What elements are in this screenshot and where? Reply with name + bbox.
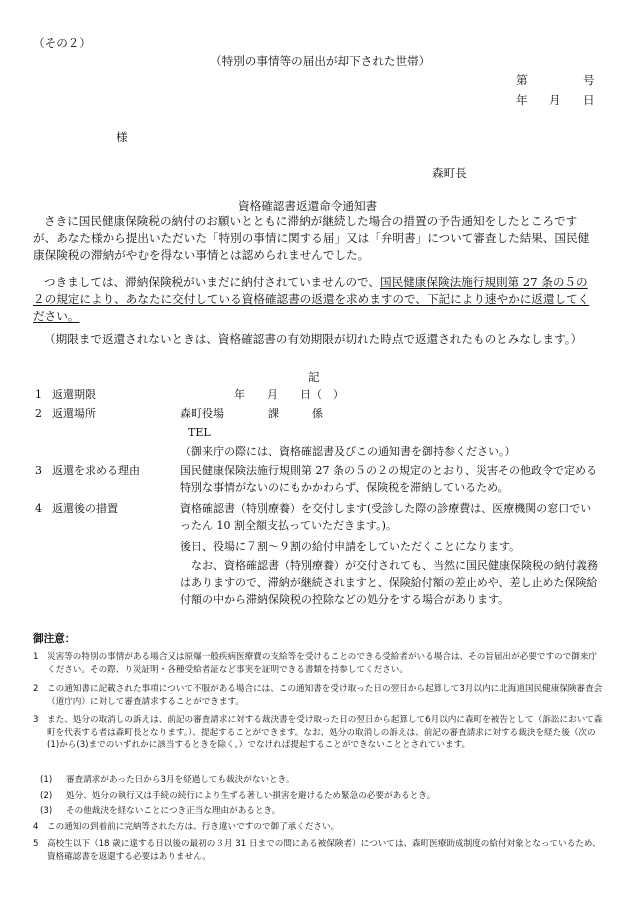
item-3-text: 国民健康保険法施行規則第 27 条の５の２の規定のとおり、災害その他政令で定める特別な事情がないのにもかかわらず、保険税を滞納しているため。 [180, 464, 597, 495]
form-subtitle: （特別の事情等の届出が却下された世帯） [210, 54, 431, 68]
date-day: 日 [583, 93, 595, 107]
note-2: この通知書に記載された事項について不服がある場合には、この通知書を受け取った日の翌日から起算して3月以内に北海道国民健康保険審査会（道庁内）に対して審査請求することができます。 [47, 684, 603, 707]
item-4-text: 資格確認書（特別療養）を交付します(受診した際の診療費は、医療機関の窓口でいったん 10 割全額支払っていただきます。)。 [180, 502, 592, 533]
sub-note-1-number: (1) [40, 775, 53, 785]
issuer: 森町長 [432, 166, 467, 180]
note-4-number: 4 [33, 822, 39, 832]
note-4: この通知の到着前に完納等された方は、行き違いですので御了承ください。 [47, 822, 340, 832]
item-2-text: 森町役場 課 係 [180, 407, 323, 420]
item-3-label: 返還を求める理由 [52, 464, 140, 477]
addressee-honorific: 様 [116, 130, 128, 144]
document-title: 資格確認書返還命令通知書 [238, 199, 378, 213]
item-3-number: 3 [35, 464, 42, 477]
paragraph-2-underlined: 国民健康保険法施行規則第 27 条の５の２の規定により、あなたに交付している資格確認書の返還を求めますので、下記により速やかに返還してください。 [33, 275, 590, 324]
item-1-label: 返還期限 [52, 388, 96, 401]
number-label-prefix: 第 [516, 73, 528, 87]
sub-note-2-number: (2) [40, 791, 53, 801]
note-3-number: 3 [33, 715, 39, 725]
item-4-number: 4 [35, 502, 42, 515]
note-5-number: 5 [33, 839, 39, 849]
form-number: （その２） [33, 36, 91, 50]
paragraph-2 [33, 274, 598, 326]
note-1: 災害等の特別の事情がある場合又は原爆一般疾病医療費の支給等を受けることのできる受給者がいる場合は、その旨届出が必要ですので御来庁ください。その際、り災証明・各種受給者証など事実を証明できる書類を持参してください。 [47, 652, 598, 675]
sub-note-1: 審査請求があった日から3月を経過しても裁決がないとき。 [66, 775, 295, 785]
note-3: また、処分の取消しの訴えは、前記の審査請求に対する裁決書を受け取った日の翌日から起算して6月以内に森町を被告として（訴訟において森町を代表する者は森町長となります。）、提起することができます。なお、処分の取消しの訴えは、前記の審査請求に対する裁決を経た後（次の(1)から(3)までのいずれかに該当するときを除く。）でなければ提起することができないこととされています。 [47, 715, 603, 751]
item-1-number: 1 [35, 388, 42, 401]
note-2-number: 2 [33, 684, 39, 694]
item-2-label: 返還場所 [52, 407, 96, 420]
item-1-text: 年 月 日（ ） [234, 388, 344, 401]
paragraph-1: さきに国民健康保険税の納付のお願いとともに滞納が継続した場合の措置の予告通知をしたところですが、あなた様から提出いただいた「特別の事情に関する届」又は「弁明書」について審査した結果、国民健康保険税の滞納がやむを得ない事情とは認められませんでした。 [33, 214, 590, 263]
item-2-note: （御来庁の際には、資格確認書及びこの通知書を御持参ください。） [180, 445, 516, 458]
item-2-tel: TEL [188, 426, 211, 439]
paragraph-3: （期限まで返還されないときは、資格確認書の有効期限が切れた時点で返還されたものとみなします。） [44, 332, 583, 346]
sub-note-3-number: (3) [40, 806, 53, 816]
number-label-suffix: 号 [583, 73, 595, 87]
note-1-number: 1 [33, 652, 39, 662]
ki-heading: 記 [308, 370, 320, 384]
paragraph-2-plain: つきましては、滞納保険税がいまだに納付されていませんので、 [44, 275, 380, 289]
sub-note-2: 処分、処分の執行又は手続の続行により生ずる著しい損害を避けるため緊急の必要があるとき。 [66, 791, 436, 801]
date-year: 年 [516, 93, 528, 107]
date-month: 月 [549, 93, 561, 107]
note-5: 高校生以下（18 歳に達する日以後の最初の３月 31 日までの間にある被保険者）については、森町医療助成制度の給付対象となっているため、資格確認書を返還する必要はありません。 [47, 839, 601, 862]
item-4-text-2: 後日、役場に７割～９割の給付申請をしていただくことになります。 [180, 540, 521, 553]
sub-note-3: その他裁決を経ないことにつき正当な理由があるとき。 [66, 806, 281, 816]
item-4-text-3: なお、資格確認書（特別療養）が交付されても、当然に国民健康保険税の納付義務はありますので、滞納が継続されますと、保険給付額の差止めや、差し止めた保険給付額の中から滞納保険税の控除などの処分をする場合があります。 [180, 559, 598, 607]
notes-heading: 御注意： [33, 633, 76, 645]
item-4-label: 返還後の措置 [52, 502, 118, 515]
item-2-number: 2 [35, 407, 42, 420]
